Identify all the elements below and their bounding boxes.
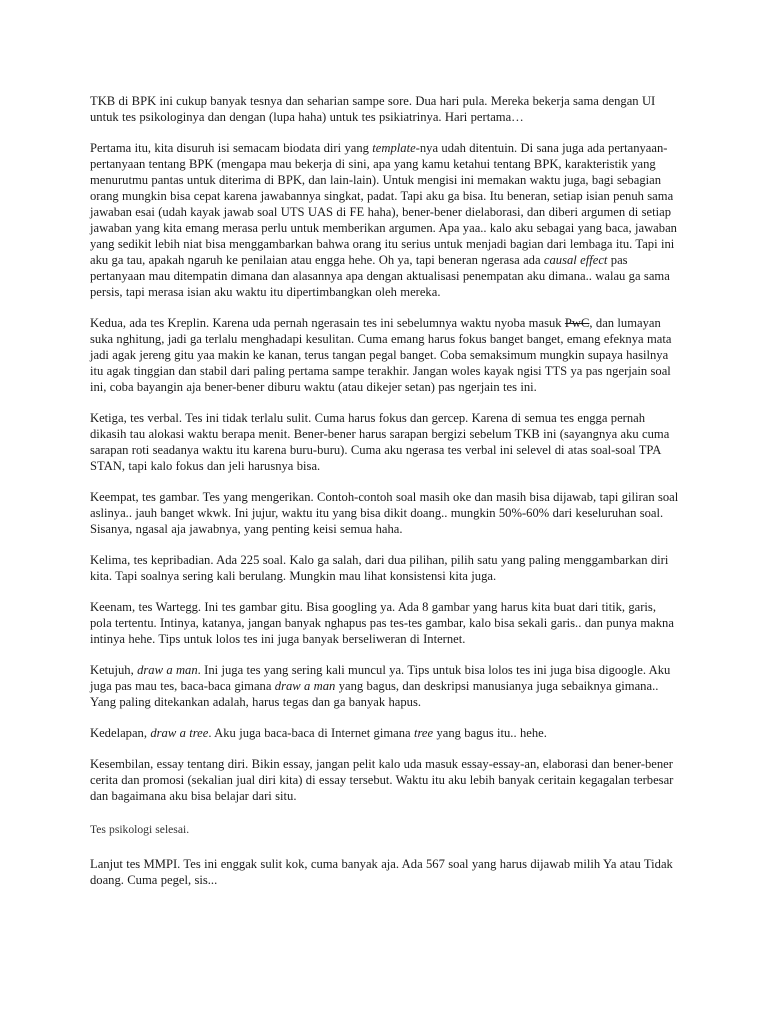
paragraph-text: . Ini juga tes yang sering kali muncul ya. Tips untuk bisa lolos tes ini juga bisa digoogle. Aku juga pas mau tes, baca-baca gimana (90, 663, 671, 693)
emphasis-draw-a-man: draw a man (274, 679, 336, 693)
strikethrough-pwc: PwC (564, 316, 590, 330)
paragraph-text: Kedua, ada tes Kreplin. Karena uda pernah ngerasain tes ini sebelumnya waktu nyoba masuk (90, 316, 565, 330)
emphasis-template: template (372, 141, 416, 155)
paragraph-text: yang bagus, dan deskripsi manusianya juga sebaiknya gimana.. Yang paling ditekankan adalah, harus tegas dan ga banyak hapus. (90, 679, 659, 709)
paragraph-text: , dan lumayan suka nghitung, jadi ga terlalu menghadapi kesulitan. Cuma emang harus fokus banget banget, emang efeknya mata jadi agak jereng gitu yaa makin ke kanan, terus tangan pegal banget. Coba semaksimum mungkin supaya hasilnya itu agak tinggian dan stabil dari paling pertama sampe terakhir. Jangan woles kayak ngisi TTS ya pas ngerjain soal ini, coba bayangin aja bener-bener diburu waktu (atau dikejer setan) pas ngerjain tes ini. (90, 316, 672, 394)
paragraph-gambar: Keempat, tes gambar. Tes yang mengerikan. Contoh-contoh soal masih oke dan masih bisa dijawab, tapi giliran soal aslinya.. jauh banget wkwk. Ini jujur, waktu itu yang bisa dikit doang.. mungkin 50%-60% dari keseluruhan soal. Sisanya, ngasal aja jawabnya, yang penting keisi semua haha. (90, 490, 679, 536)
paragraph-biodata (90, 140, 680, 300)
paragraph-text: Pertama itu, kita disuruh isi semacam biodata diri yang (90, 141, 373, 155)
paragraph-wartegg: Keenam, tes Wartegg. Ini tes gambar gitu. Bisa googling ya. Ada 8 gambar yang harus kita buat dari titik, garis, pola tertentu. Intinya, katanya, jangan banyak nghapus pas tes-tes gambar, kalo bisa sekali garis.. dan punya makna intinya hehe. Tips untuk lolos tes ini juga banyak berseliweran di Internet. (90, 600, 674, 646)
paragraph-essay: Kesembilan, essay tentang diri. Bikin essay, jangan pelit kalo uda masuk essay-essay-an, elaborasi dan bener-bener cerita dan promosi (sekalian jual diri kita) di essay tersebut. Waktu itu aku lebih banyak ceritain kegagalan terbesar dan bagaimana aku bisa belajar dari situ. (90, 757, 674, 803)
paragraph-verbal: Ketiga, tes verbal. Tes ini tidak terlalu sulit. Cuma harus fokus dan gercep. Karena di semua tes engga pernah dikasih tau alokasi waktu berapa menit. Bener-bener harus sarapan bergizi sebelum TKB ini (sayangnya aku cuma sarapan roti seadanya waktu itu karena buru-buru). Cuma aku ngerasa tes verbal ini selevel di atas soal-soal TPA STAN, tapi kalo fokus dan jeli harusnya bisa. (90, 411, 670, 473)
emphasis-draw-a-tree: draw a tree (150, 726, 209, 740)
paragraph-mmpi: Lanjut tes MMPI. Tes ini enggak sulit kok, cuma banyak aja. Ada 567 soal yang harus dijawab milih Ya atau Tidak doang. Cuma pegel, sis... (90, 857, 673, 887)
paragraph-text: . Aku juga baca-baca di Internet gimana (208, 726, 414, 740)
paragraph-text: -nya udah ditentuin. Di sana juga ada pertanyaan-pertanyaan tentang BPK (mengapa mau bekerja di sini, apa yang kamu ketahui tentang BPK, karakteristik yang menurutmu pantas untuk diterima di BPK, dan lain-lain). Untuk mengisi ini memakan waktu juga, bagi sebagian orang mungkin bisa cepat karena jawabannya singkat, padat. Tapi aku ga bisa. Itu beneran, setiap isian penuh sama jawaban esai (udah kayak jawab soal UTS UAS di FE haha), bener-bener dielaborasi, dan diberi argumen di setiap jawaban yang kita emang merasa perlu untuk memberikan argumen. Apa yaa.. kalo aku sebagai yang baca, jawaban yang sedikit lebih niat bisa menggambarkan bahwa orang itu serius untuk menjadi bagian dari lembaga itu. Tapi ini aku ga tau, apakah ngaruh ke penilaian atau engga hehe. Oh ya, tapi beneran ngerasa ada (90, 141, 677, 267)
paragraph-kepribadian: Kelima, tes kepribadian. Ada 225 soal. Kalo ga salah, dari dua pilihan, pilih satu yang paling menggambarkan diri kita. Tapi soalnya sering kali berulang. Mungkin mau lihat konsistensi kita juga. (90, 553, 669, 583)
paragraph-text: Kedelapan, (90, 726, 151, 740)
paragraph-intro: TKB di BPK ini cukup banyak tesnya dan seharian sampe sore. Dua hari pula. Mereka bekerja sama dengan UI untuk tes psikologinya dan dengan (lupa haha) untuk tes psikiatrinya. Hari pertama… (90, 94, 656, 124)
emphasis-draw-a-man: draw a man (137, 663, 198, 677)
paragraph-text: Ketujuh, (90, 663, 138, 677)
paragraph-kreplin (90, 315, 680, 395)
paragraph-text: pas pertanyaan mau ditempatin dimana dan alasannya apa dengan aktualisasi penempatan aku dimana.. walau ga sama persis, tapi merasa isian aku waktu itu dipertimbangkan oleh mereka. (90, 253, 670, 299)
paragraph-psikologi-selesai: Tes psikologi selesai. (90, 823, 190, 836)
emphasis-tree: tree (413, 726, 434, 740)
paragraph-draw-a-tree (90, 725, 680, 741)
paragraph-draw-a-man (90, 662, 680, 710)
document-body (90, 93, 680, 903)
emphasis-causal-effect: causal effect (543, 253, 608, 267)
paragraph-text: yang bagus itu.. hehe. (433, 726, 547, 740)
